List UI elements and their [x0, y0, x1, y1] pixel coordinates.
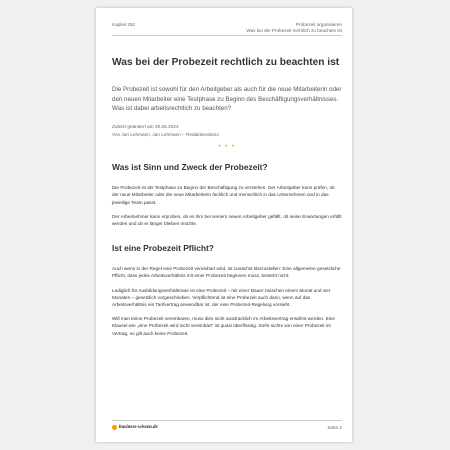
section-heading-1: Was ist Sinn und Zweck der Probezeit? [112, 162, 268, 173]
paragraph-1-2: Der Arbeitnehmer kann erproben, ob es ihm bei seinem neuen Arbeitgeber gefällt, ob seine Erwartungen erfüllt werden und ob er länger bleiben möchte. [112, 213, 342, 226]
section-label [246, 22, 342, 33]
article-lead: Die Probezeit ist sowohl für den Arbeitgeber als auch für die neue Mitarbeiterin oder den neuen Mitarbeiter eine Testphase zu Beginn des Beschäftigungsverhältnisses. Was ist dabei arbeitsrechtlich zu beachten? [112, 85, 342, 113]
section-heading-2: Ist eine Probezeit Pflicht? [112, 243, 214, 254]
page-number: Seite 2 [327, 425, 342, 430]
paragraph-1-1: Die Probezeit ist als Testphase zu Beginn der Beschäftigung zu verstehen. Der Arbeitgeber kann prüfen, ob der neue Mitarbeiter oder die neue Mitarbeiterin fachlich und menschlich in das Unternehmen und in das jeweilige Team passt. [112, 185, 335, 205]
page-footer [112, 420, 342, 430]
paragraph-2-2: Lediglich für Ausbildungsverhältnisse ist eine Probezeit – mit einer Dauer zwischen einem Monat und vier Monaten – gesetzlich vorgeschrieben. Verpflichtend ist eine Probezeit auch dann, wenn auf das Arbeitsverhältnis ein Tarifvertrag anwendbar ist, der eine Probezeit-Regelung vorsieht. [112, 287, 331, 307]
brand-logo [112, 425, 158, 430]
chapter-label: Kapitel 252 [112, 22, 135, 27]
article-title: Was bei der Probezeit rechtlich zu beachten ist [112, 57, 340, 69]
document-page [96, 8, 352, 442]
updated-date: Zuletzt geändert am 30.05.2023 [112, 124, 179, 130]
brand-name: business-wissen.de [119, 425, 158, 430]
subsection-name: Was bei der Probezeit rechtlich zu beachten ist [246, 27, 342, 33]
section-separator: • • • [218, 144, 236, 151]
paragraph-2-1: Auch wenn in der Regel eine Probezeit vereinbart wird, ist zunächst klarzustellen: Eine allgemeine gesetzliche Pflicht, dass jedes Arbeitsverhältnis mit einer Probezeit beginnen muss, besteht nicht. [112, 266, 341, 279]
section-name: Probezeit organisieren [296, 22, 342, 27]
brand-dot-icon [112, 425, 117, 430]
paragraph-2-3: Will man keine Probezeit vereinbaren, muss dies nicht ausdrücklich im Arbeitsvertrag erwähnt werden. Eine Klausel wie „eine Probezeit wird nicht vereinbart“ ist quasi überflüssig. Steht nichts von einer Probezeit im Vertrag, so gilt auch keine Probezeit. [112, 316, 336, 336]
author-line: Von Jan Lehmann, Jan Lehmann – Redaktionsbüro [112, 132, 219, 138]
running-header [112, 22, 342, 36]
article-meta [112, 123, 342, 139]
